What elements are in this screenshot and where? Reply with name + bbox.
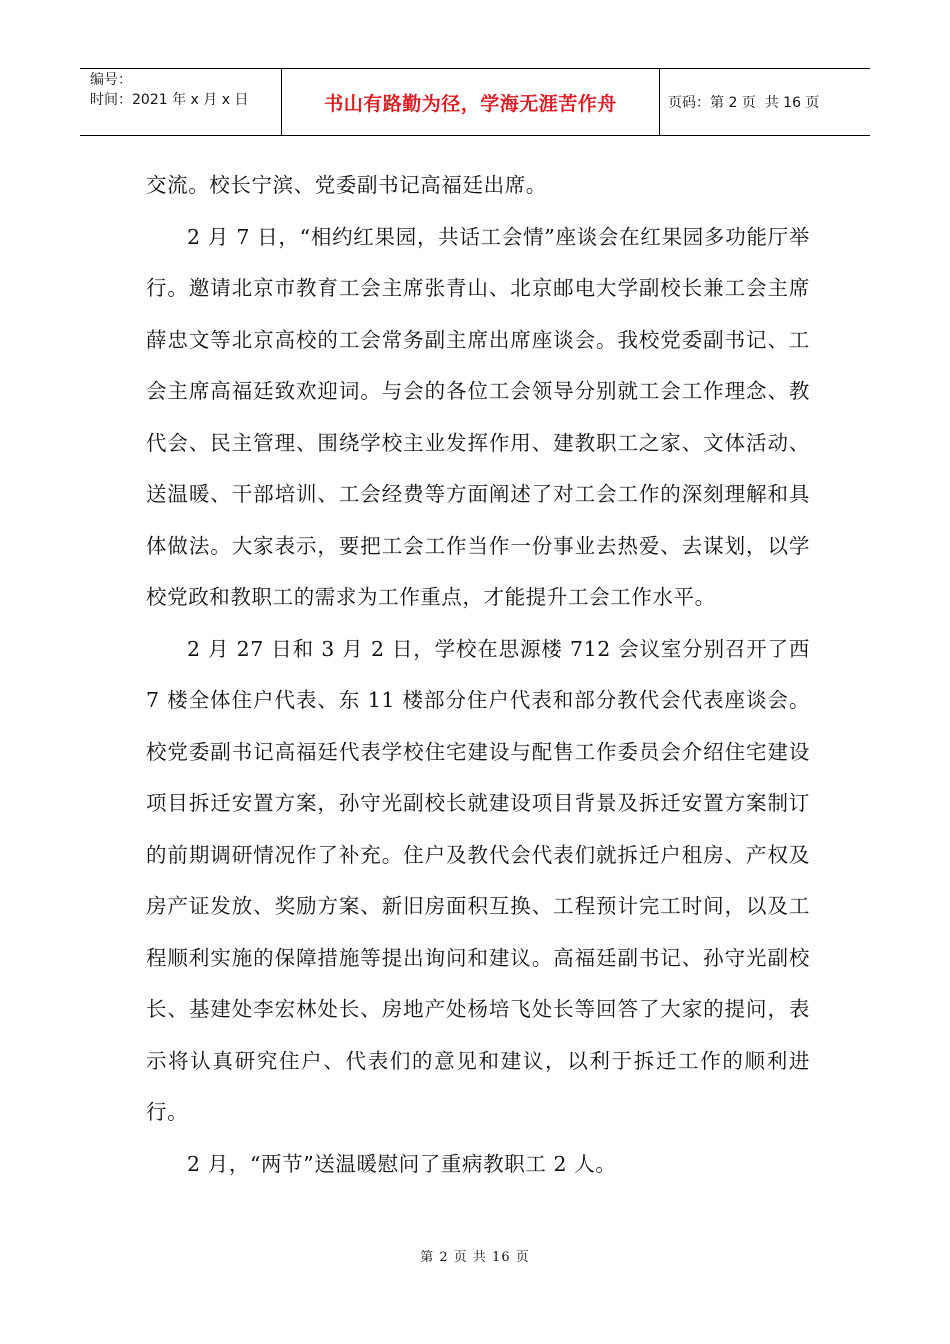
body-paragraph: 2 月 27 日和 3 月 2 日，学校在思源楼 712 会议室分别召开了西 7 楼全体住户代表、东 11 楼部分住户代表和部分教代会代表座谈会。校党委副书记高福廷代表学校住宅建设与配售工作委员会介绍住宅建设项目拆迁安置方案，孙守光副校长就建设项目背景及拆迁安置方案制订的前期调研情况作了补充。住户及教代会代表们就拆迁户租房、产权及房产证发放、奖励方案、新旧房面积互换、工程预计完工时间，以及工程顺利实施的保障措施等提出询问和建议。高福廷副书记、孙守光副校长、基建处李宏林处长、房地产处杨培飞处长等回答了大家的提问，表示将认真研究住户、代表们的意见和建议，以利于拆迁工作的顺利进行。 [146, 636, 810, 1124]
header-meta-cell [80, 69, 282, 135]
body-paragraph: 2 月 7 日，“相约红果园，共话工会情”座谈会在红果园多功能厅举行。邀请北京市教育工会主席张青山、北京邮电大学副校长兼工会主席薛忠文等北京高校的工会常务副主席出席座谈会。我校党委副书记、工会主席高福廷致欢迎词。与会的各位工会领导分别就工会工作理念、教代会、民主管理、围绕学校主业发挥作用、建教职工之家、文体活动、送温暖、干部培训、工会经费等方面阐述了对工会工作的深刻理解和具体做法。大家表示，要把工会工作当作一份事业去热爱、去谋划，以学校党政和教职工的需求为工作重点，才能提升工会工作水平。 [146, 224, 810, 609]
header-page-info: 页码：第 2 页 共 16 页 [668, 95, 820, 111]
body-paragraph: 2 月，“两节”送温暖慰问了重病教职工 2 人。 [187, 1151, 617, 1176]
document-number-label: 编号： [90, 72, 132, 88]
header-motto: 书山有路勤为径，学海无涯苦作舟 [324, 92, 617, 115]
document-header [80, 68, 870, 136]
page-footer: 第 2 页 共 16 页 [420, 1250, 530, 1265]
header-motto-cell [282, 69, 660, 135]
body-paragraph: 交流。校长宁滨、党委副书记高福廷出席。 [146, 173, 547, 197]
document-body [146, 160, 810, 1190]
document-time-label: 时间：2021 年 x 月 x 日 [90, 92, 249, 108]
